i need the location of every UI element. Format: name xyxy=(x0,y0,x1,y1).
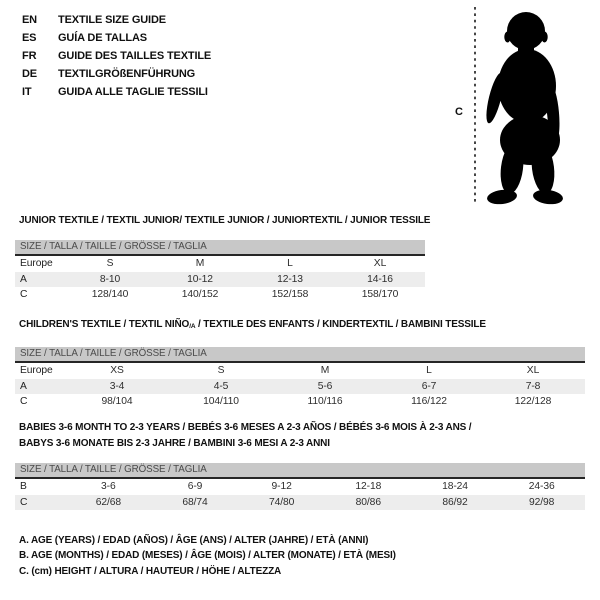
table-cell: 92/98 xyxy=(529,496,555,508)
table-cell: 5-6 xyxy=(317,380,333,392)
language-code: DE xyxy=(22,68,37,80)
table-cell: 110/116 xyxy=(307,396,343,407)
title-line: BABIES 3-6 MONTH TO 2-3 YEARS / BEBÉS 3-6 MESES A 2-3 AÑOS / BÉBÉS 3-6 MOIS À 2-3 ANS / xyxy=(19,422,472,433)
row-label: A xyxy=(20,380,27,392)
row-label: B xyxy=(20,481,27,492)
table-cell: S xyxy=(217,365,225,376)
title-text: CHILDREN'S TEXTILE / TEXTIL NIÑO xyxy=(19,319,190,330)
table-cell: 98/104 xyxy=(101,396,133,407)
footnote-a: A. AGE (YEARS) / EDAD (AÑOS) / ÂGE (ANS) / ALTER (JAHRE) / ETÀ (ANNI) xyxy=(19,535,369,546)
table-cell: 4-5 xyxy=(213,380,229,392)
table-cell: XL xyxy=(526,365,540,376)
height-measure-dashed-line xyxy=(472,6,478,206)
baby-silhouette xyxy=(485,10,565,205)
row-label: C xyxy=(20,289,28,300)
language-code: IT xyxy=(22,86,32,98)
title-line: BABYS 3-6 MONATE BIS 2-3 JAHRE / BAMBINI 3-6 MESI A 2-3 ANNI xyxy=(19,438,330,449)
table-row xyxy=(15,363,585,379)
table-cell: 8-10 xyxy=(99,273,121,285)
guide-title: TEXTILGRÖßENFÜHRUNG xyxy=(58,68,196,80)
junior-size-table xyxy=(15,240,425,303)
table-cell: 128/140 xyxy=(91,289,129,300)
language-title-list xyxy=(22,11,211,101)
table-row xyxy=(15,287,425,303)
table-row xyxy=(15,256,425,272)
title-text: / TEXTILE DES ENFANTS / KINDERTEXTIL / BAMBINI TESSILE xyxy=(195,319,486,330)
table-cell: XL xyxy=(373,258,387,269)
children-size-table xyxy=(15,347,585,410)
babies-section-title xyxy=(19,420,471,452)
height-measure-label: C xyxy=(455,106,463,118)
table-cell: 12-18 xyxy=(355,481,382,492)
table-cell: 18-24 xyxy=(442,481,468,492)
table-cell: M xyxy=(195,258,205,269)
table-cell: 104/110 xyxy=(203,396,239,407)
guide-title: TEXTILE SIZE GUIDE xyxy=(58,14,166,26)
footnote-c: C. (cm) HEIGHT / ALTURA / HAUTEUR / HÖHE / ALTEZZA xyxy=(19,565,282,577)
table-cell: 86/92 xyxy=(442,496,468,508)
children-section-title xyxy=(19,317,486,335)
row-label: Europe xyxy=(20,258,53,269)
table-cell: 62/68 xyxy=(95,496,121,508)
junior-section-title: JUNIOR TEXTILE / TEXTIL JUNIOR/ TEXTILE JUNIOR / JUNIORTEXTIL / JUNIOR TESSILE xyxy=(19,215,431,226)
list-item xyxy=(22,65,211,83)
table-cell: 24-36 xyxy=(528,481,555,492)
guide-title: GUIDE DES TAILLES TEXTILE xyxy=(58,50,212,62)
table-cell: 3-4 xyxy=(109,380,125,392)
language-code: EN xyxy=(22,14,37,26)
table-row xyxy=(15,479,585,495)
table-cell: 80/86 xyxy=(355,496,381,508)
table-row xyxy=(15,394,585,410)
size-header-bar: SIZE / TALLA / TAILLE / GRÖSSE / TAGLIA xyxy=(15,463,585,479)
legend-footnotes xyxy=(19,533,396,579)
language-code: FR xyxy=(22,50,37,62)
table-cell: L xyxy=(287,258,293,269)
babies-size-table xyxy=(15,463,585,510)
table-row xyxy=(15,272,425,288)
language-code: ES xyxy=(22,32,37,44)
footnote-b: B. AGE (MONTHS) / EDAD (MESES) / ÂGE (MOIS) / ALTER (MONATE) / ETÀ (MESI) xyxy=(19,550,396,562)
title-subscript: /A xyxy=(189,323,196,330)
table-cell: 140/152 xyxy=(181,289,219,300)
table-cell: 152/158 xyxy=(271,289,309,300)
table-row xyxy=(15,495,585,511)
size-header-bar: SIZE / TALLA / TAILLE / GRÖSSE / TAGLIA xyxy=(15,240,425,256)
table-cell: 68/74 xyxy=(182,496,208,508)
table-cell: 9-12 xyxy=(271,481,292,492)
list-item xyxy=(22,47,211,65)
table-row xyxy=(15,379,585,395)
table-cell: XS xyxy=(110,365,124,376)
table-cell: 74/80 xyxy=(269,496,295,508)
table-cell: 6-7 xyxy=(421,380,437,392)
table-cell: 14-16 xyxy=(367,273,393,285)
table-cell: 116/122 xyxy=(411,396,447,407)
table-cell: 122/128 xyxy=(514,396,552,407)
list-item xyxy=(22,29,211,47)
table-cell: 12-13 xyxy=(277,273,303,285)
table-cell: S xyxy=(106,258,114,269)
guide-title: GUIDA ALLE TAGLIE TESSILI xyxy=(58,86,208,98)
guide-title: GUÍA DE TALLAS xyxy=(58,32,147,44)
table-cell: 7-8 xyxy=(525,380,541,392)
row-label: Europe xyxy=(20,365,53,376)
table-cell: 6-9 xyxy=(187,481,203,492)
list-item xyxy=(22,11,211,29)
table-cell: L xyxy=(426,365,432,376)
table-cell: 3-6 xyxy=(101,481,116,492)
table-cell: 10-12 xyxy=(187,273,213,285)
size-header-bar: SIZE / TALLA / TAILLE / GRÖSSE / TAGLIA xyxy=(15,347,585,363)
row-label: C xyxy=(20,396,28,407)
list-item xyxy=(22,83,211,101)
table-cell: M xyxy=(320,365,330,376)
row-label: A xyxy=(20,273,27,285)
table-cell: 158/170 xyxy=(361,289,399,300)
row-label: C xyxy=(20,496,28,508)
